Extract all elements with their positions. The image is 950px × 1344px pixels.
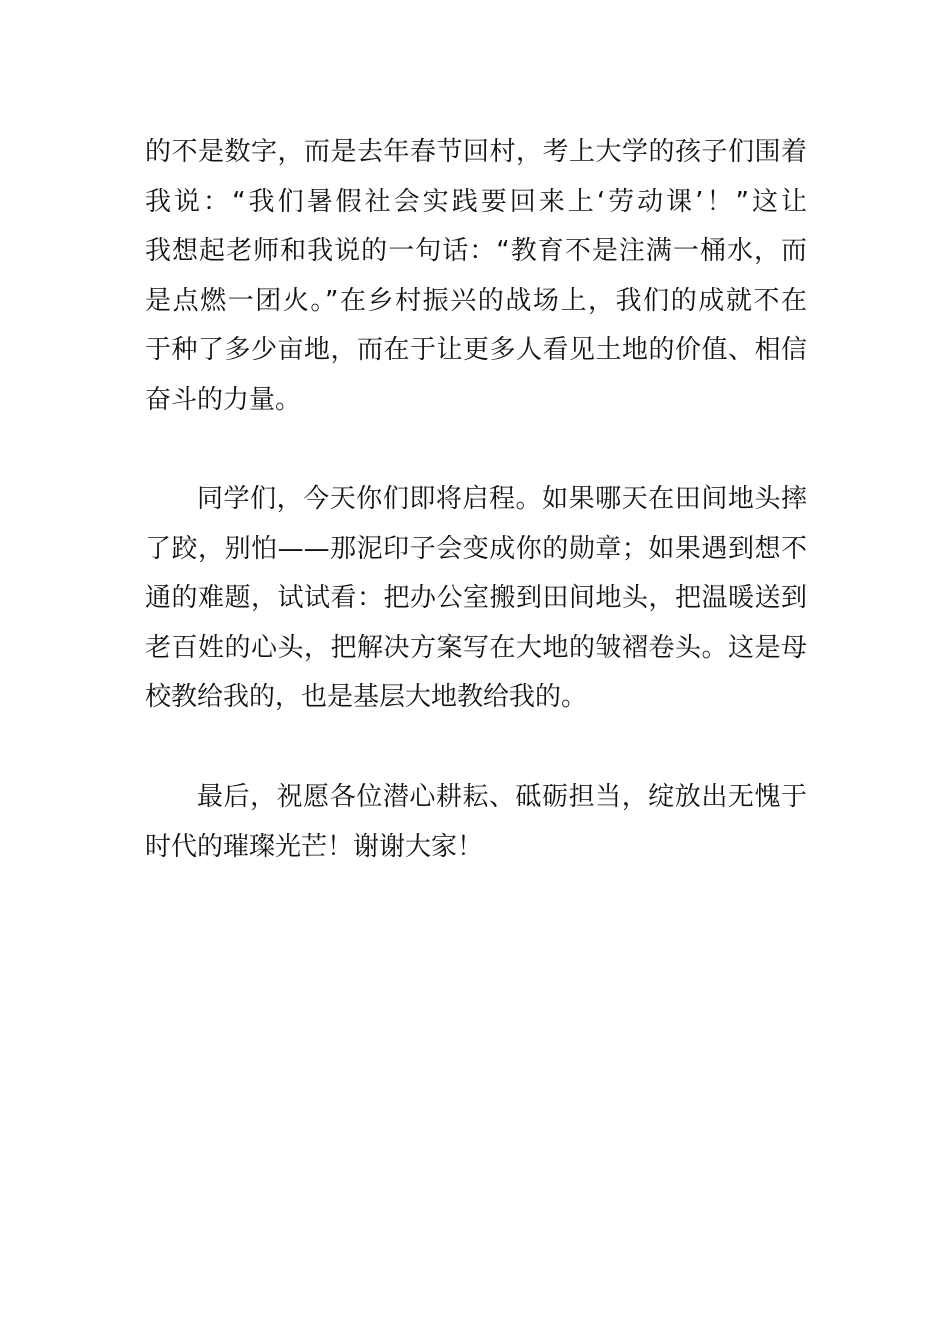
paragraph-2-line-2: 了跤，别怕——那泥印子会变成你的勋章；如果遇到想不 <box>145 533 807 564</box>
paragraph-2-line-1: 同学们，今天你们即将启程。如果哪天在田间地头摔 <box>197 484 807 514</box>
paragraph-3-line-2: 时代的璀璨光芒！谢谢大家！ <box>145 831 484 862</box>
paragraph-2-line-5: 校教给我的，也是基层大地教给我的。 <box>145 682 588 713</box>
paragraph-1-line-2: 我说：“我们暑假社会实践要回来上‘劳动课’！”这让 <box>145 186 807 217</box>
paragraph-3 <box>145 773 807 872</box>
paragraph-1-line-1: 的不是数字，而是去年春节回村，考上大学的孩子们围着 <box>145 137 807 167</box>
paragraph-2 <box>145 475 807 723</box>
paragraph-1-line-6: 奋斗的力量。 <box>145 384 302 415</box>
paragraph-1-line-3: 我想起老师和我说的一句话：“教育不是注满一桶水，而 <box>145 236 807 267</box>
paragraph-2-line-4: 老百姓的心头，把解决方案写在大地的皱褶卷头。这是母 <box>145 632 807 663</box>
paragraph-1 <box>145 128 807 426</box>
paragraph-2-line-3: 通的难题，试试看：把办公室搬到田间地头，把温暖送到 <box>145 583 807 614</box>
paragraph-1-line-5: 于种了多少亩地，而在于让更多人看见土地的价值、相信 <box>145 335 807 366</box>
paragraph-3-line-1: 最后，祝愿各位潜心耕耘、砥砺担当，绽放出无愧于 <box>197 782 807 812</box>
paragraph-1-line-4: 是点燃一团火。”在乡村振兴的战场上，我们的成就不在 <box>145 285 807 316</box>
